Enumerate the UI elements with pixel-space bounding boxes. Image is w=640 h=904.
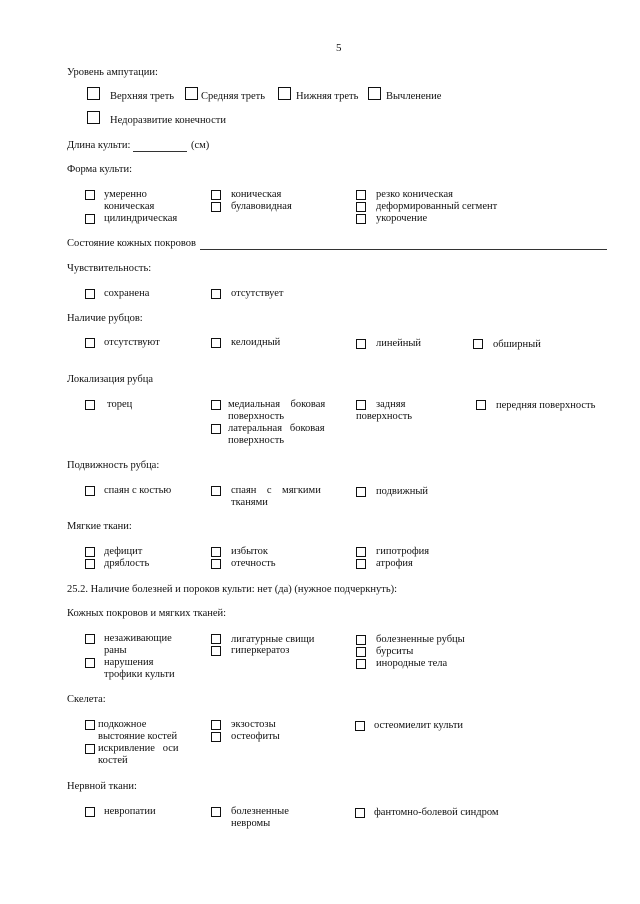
label-nonhealing-1: незаживающие (104, 633, 172, 644)
checkbox-exostoses[interactable] (211, 720, 221, 730)
checkbox-hypotrophy[interactable] (356, 547, 366, 557)
checkbox-shortening[interactable] (356, 214, 366, 224)
label-front: передняя поверхность (496, 400, 596, 411)
label-nonhealing-2: раны (104, 645, 127, 656)
skeleton-heading: Скелета: (67, 694, 106, 705)
label-moderately-conical-2: коническая (104, 201, 155, 212)
label-medial-2: поверхность (228, 411, 285, 422)
label-sensitivity-absent: отсутствует (231, 288, 284, 299)
checkbox-neuromas[interactable] (211, 807, 221, 817)
checkbox-trophic[interactable] (85, 658, 95, 668)
soft-tissue-heading: Мягкие ткани: (67, 521, 132, 532)
label-subcutaneous-1: подкожное (98, 719, 147, 730)
checkbox-nonhealing-wounds[interactable] (85, 634, 95, 644)
checkbox-edema[interactable] (211, 559, 221, 569)
label-neuromas-1: болезненные (231, 806, 289, 817)
label-medial-1: медиальная боковая (228, 399, 326, 410)
label-edema: отечность (231, 558, 276, 569)
label-deficit: дефицит (104, 546, 143, 557)
checkbox-sensitivity-absent[interactable] (211, 289, 221, 299)
checkbox-moderately-conical[interactable] (85, 190, 95, 200)
checkbox-flabbiness[interactable] (85, 559, 95, 569)
label-foreign-bodies: инородные тела (376, 658, 448, 669)
checkbox-keloid[interactable] (211, 338, 221, 348)
label-painful-scars: болезненные рубцы (376, 634, 465, 645)
label-back-1: задняя (376, 399, 406, 410)
label-osteophytes: остеофиты (231, 731, 280, 742)
checkbox-osteomyelitis[interactable] (355, 721, 365, 731)
scars-heading: Наличие рубцов: (67, 313, 143, 324)
checkbox-hyperkeratosis[interactable] (211, 646, 221, 656)
checkbox-cylindrical[interactable] (85, 214, 95, 224)
label-deformed-segment: деформированный сегмент (376, 201, 498, 212)
label-hypotrophy: гипотрофия (376, 546, 430, 557)
checkbox-excess[interactable] (211, 547, 221, 557)
checkbox-medial[interactable] (211, 400, 221, 410)
stump-length-field[interactable] (133, 151, 187, 152)
label-neuromas-2: невромы (231, 818, 271, 829)
checkbox-end[interactable] (85, 400, 95, 410)
checkbox-scars-absent[interactable] (85, 338, 95, 348)
label-shortening: укорочение (376, 213, 428, 224)
scar-location-heading: Локализация рубца (67, 374, 154, 385)
checkbox-conical[interactable] (211, 190, 221, 200)
checkbox-linear[interactable] (356, 339, 366, 349)
checkbox-lower-third[interactable] (278, 87, 291, 100)
checkbox-deficit[interactable] (85, 547, 95, 557)
label-lateral-1: латеральная боковая (228, 423, 325, 434)
label-lateral-2: поверхность (228, 435, 285, 446)
checkbox-underdevelopment[interactable] (87, 111, 100, 124)
sensitivity-heading: Чувствительность: (67, 263, 152, 274)
label-trophic-1: нарушения (104, 657, 154, 668)
label-exarticulation: Вычленение (386, 91, 442, 102)
label-fused-bone: спаян с костью (104, 485, 172, 496)
checkbox-foreign-bodies[interactable] (356, 659, 366, 669)
checkbox-curvature[interactable] (85, 744, 95, 754)
checkbox-lateral[interactable] (211, 424, 221, 434)
label-lower-third: Нижняя треть (296, 91, 359, 102)
label-back-2: поверхность (356, 411, 413, 422)
checkbox-middle-third[interactable] (185, 87, 198, 100)
checkbox-front[interactable] (476, 400, 486, 410)
label-subcutaneous-2: выстояние костей (98, 731, 178, 742)
nerve-heading: Нервной ткани: (67, 781, 137, 792)
skin-condition-field[interactable] (200, 249, 607, 250)
label-scars-absent: отсутствуют (104, 337, 160, 348)
label-keloid: келоидный (231, 337, 281, 348)
label-club-shaped: булавовидная (231, 201, 292, 212)
label-excess: избыток (231, 546, 268, 557)
page-number: 5 (336, 42, 342, 54)
stump-length-label: Длина культи: (67, 140, 131, 151)
checkbox-sharply-conical[interactable] (356, 190, 366, 200)
label-mobile: подвижный (376, 486, 429, 497)
checkbox-back[interactable] (356, 400, 366, 410)
skin-condition-label: Состояние кожных покровов (67, 238, 196, 249)
label-osteomyelitis: остеомиелит культи (374, 720, 464, 731)
label-fused-soft-1: спаян с мягкими (231, 485, 321, 496)
stump-shape-heading: Форма культи: (67, 164, 132, 175)
label-phantom-pain: фантомно-болевой синдром (374, 807, 499, 818)
checkbox-preserved[interactable] (85, 289, 95, 299)
label-neuropathy: невропатии (104, 806, 156, 817)
label-conical: коническая (231, 189, 282, 200)
scar-mobility-heading: Подвижность рубца: (67, 460, 160, 471)
label-fused-soft-2: тканями (231, 497, 268, 508)
checkbox-osteophytes[interactable] (211, 732, 221, 742)
checkbox-subcutaneous[interactable] (85, 720, 95, 730)
label-curvature-1: искривление оси (98, 743, 179, 754)
label-flabbiness: дряблость (104, 558, 150, 569)
checkbox-ligature-fistula[interactable] (211, 634, 221, 644)
checkbox-neuropathy[interactable] (85, 807, 95, 817)
amputation-heading: Уровень ампутации: (67, 67, 158, 78)
checkbox-extensive[interactable] (473, 339, 483, 349)
checkbox-atrophy[interactable] (356, 559, 366, 569)
skin-soft-heading: Кожных покровов и мягких тканей: (67, 608, 227, 619)
label-exostoses: экзостозы (231, 719, 276, 730)
label-extensive: обширный (493, 339, 541, 350)
label-bursitis: бурситы (376, 646, 414, 657)
checkbox-painful-scars[interactable] (356, 635, 366, 645)
stump-length-unit: (см) (191, 140, 210, 151)
label-linear: линейный (376, 338, 422, 349)
diseases-heading: 25.2. Наличие болезней и пороков культи: нет (да) (нужное подчеркнуть): (67, 584, 398, 595)
checkbox-fused-bone[interactable] (85, 486, 95, 496)
label-trophic-2: трофики культи (104, 669, 175, 680)
label-preserved: сохранена (104, 288, 150, 299)
checkbox-phantom-pain[interactable] (355, 808, 365, 818)
checkbox-club-shaped[interactable] (211, 202, 221, 212)
checkbox-bursitis[interactable] (356, 647, 366, 657)
checkbox-fused-soft[interactable] (211, 486, 221, 496)
checkbox-mobile[interactable] (356, 487, 366, 497)
label-hyperkeratosis: гиперкератоз (231, 645, 290, 656)
checkbox-upper-third[interactable] (87, 87, 100, 100)
label-atrophy: атрофия (376, 558, 413, 569)
label-middle-third: Средняя треть (201, 91, 266, 102)
label-upper-third: Верхняя треть (110, 91, 175, 102)
label-cylindrical: цилиндрическая (104, 213, 178, 224)
checkbox-exarticulation[interactable] (368, 87, 381, 100)
label-moderately-conical-1: умеренно (104, 189, 147, 200)
checkbox-deformed-segment[interactable] (356, 202, 366, 212)
label-ligature-fistula: лигатурные свищи (231, 634, 315, 645)
label-underdevelopment: Недоразвитие конечности (110, 115, 226, 126)
label-end: торец (107, 399, 133, 410)
label-sharply-conical: резко коническая (376, 189, 453, 200)
label-curvature-2: костей (98, 755, 128, 766)
